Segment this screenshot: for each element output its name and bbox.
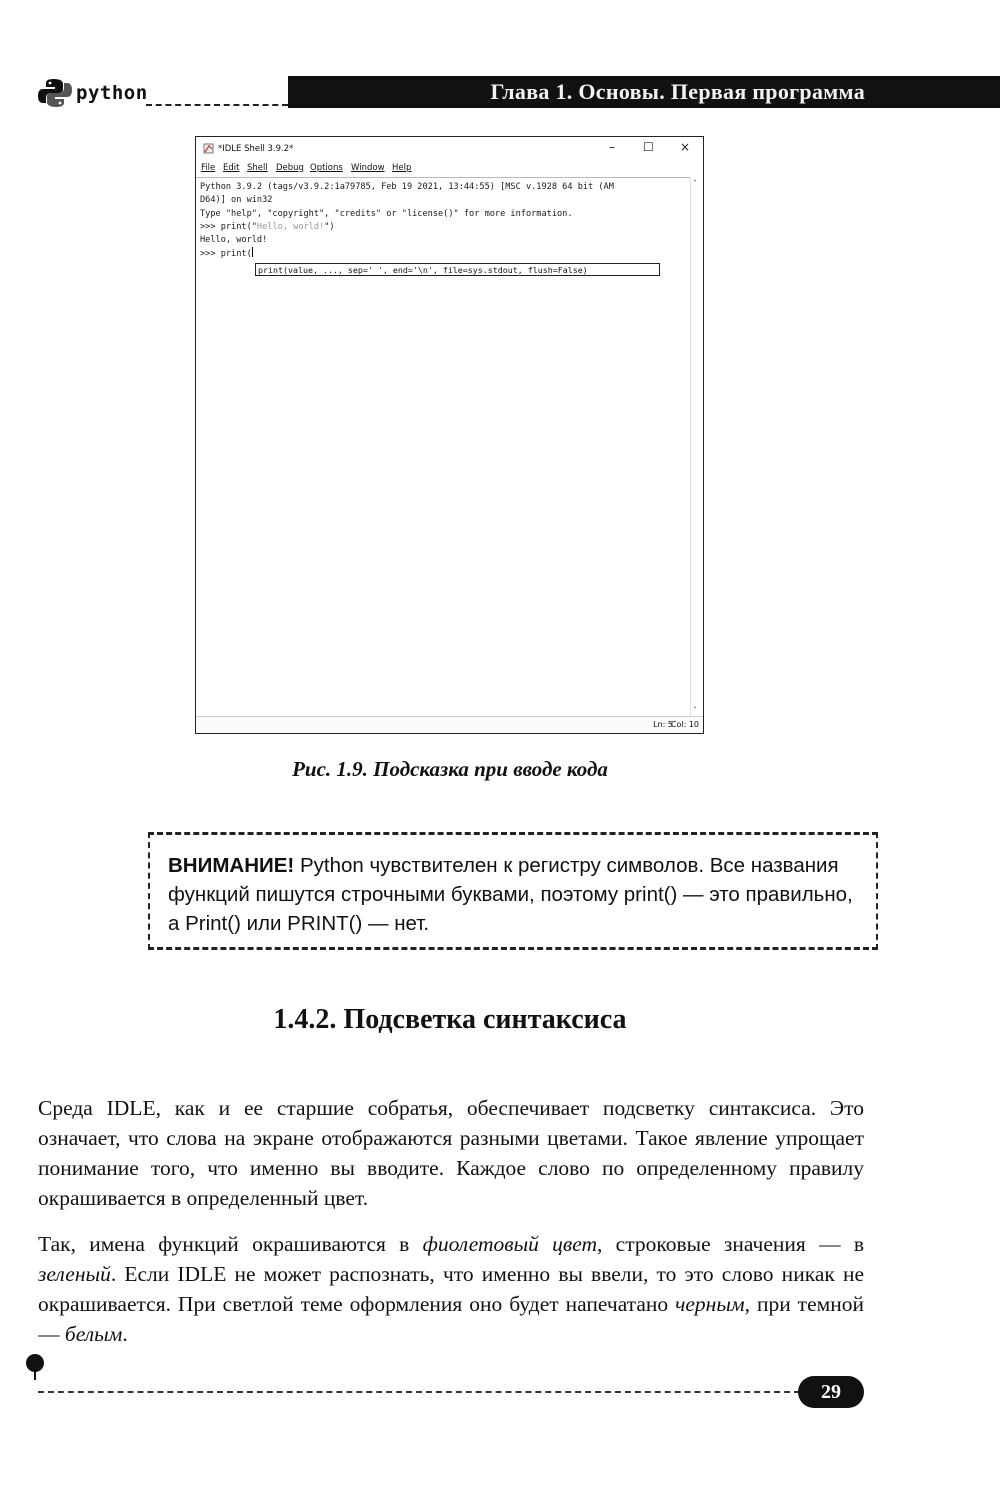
- menu-debug[interactable]: Debug: [276, 163, 304, 173]
- idle-shell-window: [195, 136, 704, 734]
- status-line: Ln: 5: [653, 720, 673, 729]
- paragraph-1: Среда IDLE, как и ее старшие собратья, обеспечивает подсветку синтаксиса. Это означает, что слова на экране отображаются разными цветами. Такое явление упрощает понимание того, что именно вы вводите. Каждое слово по определенному правилу окрашивается в определенный цвет.: [38, 1096, 864, 1210]
- menu-shell[interactable]: Shell: [247, 163, 268, 173]
- vertical-scrollbar[interactable]: [690, 177, 703, 717]
- footer-divider: [38, 1391, 800, 1393]
- menu-options[interactable]: Options: [310, 163, 343, 173]
- menu-edit[interactable]: Edit: [223, 163, 240, 173]
- maximize-button[interactable]: ☐: [643, 140, 654, 154]
- text-cursor: [252, 247, 253, 257]
- shell-line-platform: D64)] on win32: [200, 195, 273, 206]
- scroll-up-icon[interactable]: ˄: [693, 179, 697, 188]
- page-number: 29: [798, 1376, 864, 1408]
- emphasis-violet: фиолетовый цвет: [422, 1232, 598, 1256]
- footer-dot-tail: [34, 1370, 36, 1380]
- idle-app-icon: [203, 143, 214, 154]
- figure-caption: Рис. 1.9. Подсказка при вводе кода: [292, 757, 608, 781]
- scroll-down-icon[interactable]: ˅: [693, 706, 697, 715]
- status-bar: [196, 716, 703, 733]
- string-literal: Hello, world!: [256, 221, 325, 232]
- menu-window[interactable]: Window: [351, 163, 385, 173]
- header-divider: [146, 104, 288, 106]
- shell-line-prompt-print: >>> print("Hello, world!"): [200, 221, 335, 232]
- window-title: *IDLE Shell 3.9.2*: [218, 144, 294, 154]
- shell-line-banner: Python 3.9.2 (tags/v3.9.2:1a79785, Feb 19 2021, 13:44:55) [MSC v.1928 64 bit (AM: [200, 182, 614, 192]
- menu-help[interactable]: Help: [392, 163, 412, 173]
- emphasis-black: черным: [675, 1292, 745, 1316]
- paragraph-2: Так, имена функций окрашиваются в фиолетовый цвет, строковые значения — в зеленый. Если IDLE не может распознать, что именно вы ввели, то это слово никак не окрашивается. При светлой теме оформления оно будет напечатано черным, при темной — белым.: [38, 1232, 864, 1346]
- emphasis-white: белым: [64, 1322, 123, 1346]
- chapter-title-bar: Глава 1. Основы. Первая программа: [288, 76, 1000, 108]
- menu-file[interactable]: File: [201, 163, 216, 173]
- shell-line-help: Type "help", "copyright", "credits" or "license()" for more information.: [200, 208, 573, 219]
- python-logo-icon: [38, 78, 72, 108]
- shell-line-output: Hello, world!: [200, 235, 268, 246]
- warning-label: ВНИМАНИЕ!: [168, 854, 295, 877]
- calltip-tooltip: print(value, ..., sep=' ', end='\n', file=sys.stdout, flush=False): [255, 263, 660, 276]
- minimize-button[interactable]: –: [609, 140, 615, 154]
- menu-bar: [196, 161, 703, 175]
- brand-label: python: [76, 82, 148, 104]
- emphasis-green: зеленый: [38, 1262, 111, 1286]
- warning-box: [148, 832, 878, 950]
- shell-line-current: >>> print(: [200, 249, 252, 260]
- section-title: 1.4.2. Подсветка синтаксиса: [273, 1004, 627, 1035]
- warning-text: Python чувствителен к регистру символов. Все названия функций пишутся строчными буквами, поэтому print() — это правильно, а Print() или PRINT() — нет.: [168, 854, 853, 935]
- window-titlebar: [196, 137, 703, 161]
- close-button[interactable]: ×: [680, 140, 691, 154]
- status-column: Col: 10: [670, 720, 699, 729]
- shell-editor[interactable]: [196, 177, 691, 717]
